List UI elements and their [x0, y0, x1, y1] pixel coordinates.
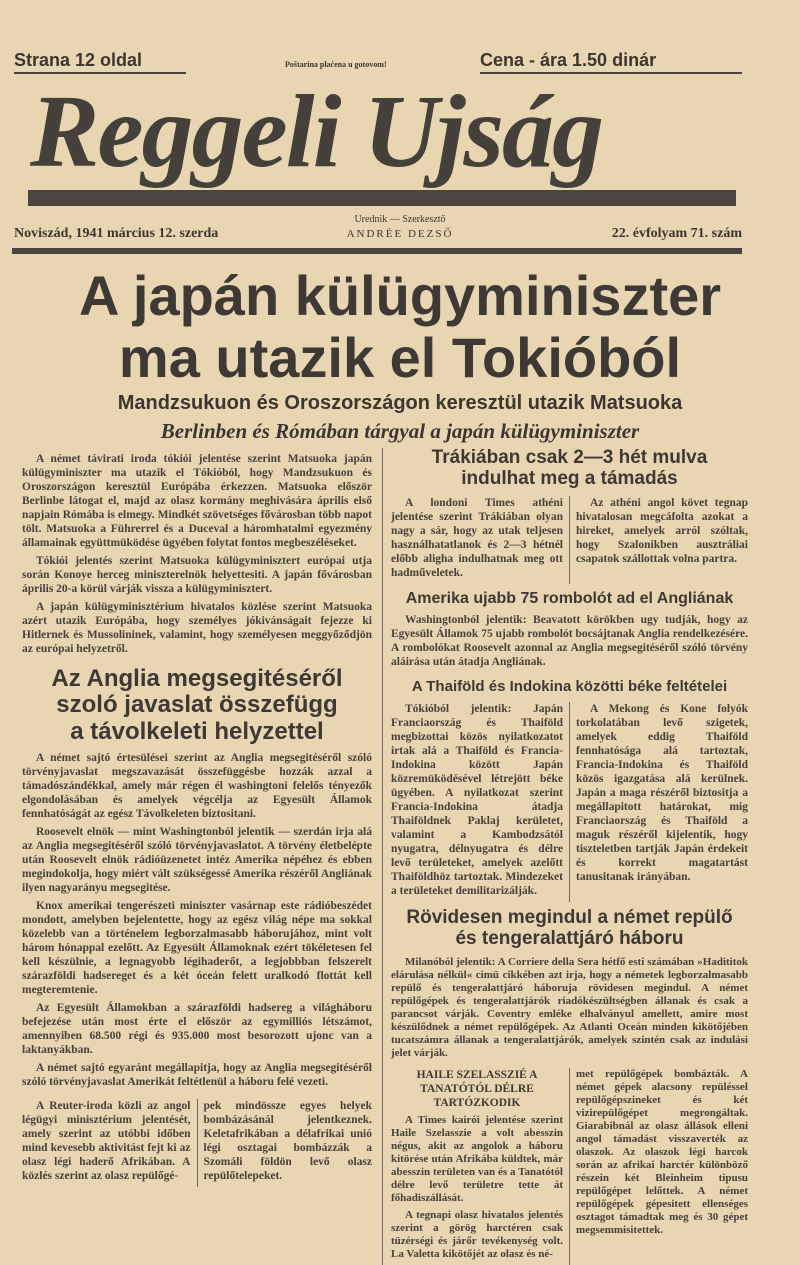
- trakia-headline: [391, 448, 748, 490]
- paragraph: Roosevelt elnök — mint Washingtonból jelentik — szerdán irja alá az Anglia megsegitéséről szóló törvényjavaslatot. A törvény életbelépte után Roosevelt elnök rádióüzenetet intéz Amerika népéhez és ebben megindokolja, hogy miért vált szükségessé Amerika részéről Angliának ilyen nagyarányu megsegitése.: [22, 826, 372, 895]
- paragraph: pek mindössze egyes helyek bombázásánál jelentkeznek. Keletafrikában a délafrikai unió légi osztagai bombázzák a Szomáli földön levő olasz repülőtelepeket.: [203, 1100, 372, 1183]
- paragraph: A japán külügyminisztérium hivatalos közlése szerint Matsuoka azért utazik Európába, hogy személyes jókivánságait fejezze ki Hitlernek és Mussolininek, valamint, hogy személyesen meggyőződjön az európai helyzetről.: [22, 601, 372, 655]
- thaifold-article: [391, 702, 748, 902]
- paragraph: Milanóból jelentik: A Corriere della Sera hétfő esti számában »Hadititok elárulása nélkül« cimü cikkében azt irja, hogy a németek legborzalmasabb repülő és tengeralattjáró háboruja rövidesen megindul. A német repülőgépek és tengeralattjárók riadókészültségben állanak és csak a parancsot várják. Coventry emléke elhalványul amellett, amire most készülődnek a német repülőgépek. Az Atlanti Oceán minden kikötőjében tucatszámra állanak a tengeralattjárók, amelyek szintén csak az indulási jelet várják.: [391, 955, 748, 1059]
- right-column: [382, 448, 748, 1265]
- thaifold-col-2: [569, 702, 748, 902]
- haile-col-1: [391, 1068, 563, 1265]
- headline-line: indulhat meg a támadás: [461, 467, 678, 489]
- haile-article: [391, 1068, 748, 1265]
- issue-number: 22. évfolyam 71. szám: [611, 226, 742, 241]
- paragraph: A Reuter-iroda közli az angol légügyi minisztérium jelentését, amely szerint az utóbbi időben mind kevesebb aktivitást fejt ki az olasz légi haderő Afrikában. A közlés szerint az olasz repülőgé-: [22, 1100, 191, 1183]
- dateline: Noviszád, 1941 március 12. szerda: [14, 226, 219, 241]
- lead-subhead-italic: Berlinben és Rómában tárgyal a japán külügyminiszter: [160, 419, 640, 443]
- paragraph: Az athéni angol követ tegnap hivatalosan megcáfolta azokat a hireket, amelyek arról szóltak, hogy Szalonikben ausztráliai csapatok szállottak volna partra.: [576, 496, 748, 565]
- paragraph: Az Egyesült Államokban a szárazföldi hadsereg a világháboru befejezése után most érte el először az egymilliós létszámot, amennyiben 68.500 régi és 935.000 most besorozott ujonc van a laktanyákban.: [22, 1002, 372, 1057]
- headline-line: Az Anglia megsegitéséről: [51, 665, 343, 692]
- paragraph: Tókiói jelentés szerint Matsuoka külügyminisztert európai utja során Konoye herceg miniszterelnök helyettesiti. A japán fővárosban április 20-a körül várják vissza a külügyminisztert.: [22, 555, 372, 595]
- paragraph: Tókióból jelentik: Japán Franciaország és Thaiföld megbizottai közös nyilatkozatot irtak alá a Thaiföld és Francia-Indokina között Japán közremüködésével létrejött béke ügyében. A nyilatkozat szerint Francia-Indokina átadja Thaiföldnek Paklaj kerületet, valamint a Kambodzsától nyugatra, délnyugatra és délre levő területeket, amelyek azelőtt Thaiföldhöz tartoztak. Mindezeket a területeket demilitarizálják.: [391, 702, 563, 897]
- lead-article-body: [22, 452, 372, 660]
- headline-line: Rövidesen megindul a német repülő: [406, 906, 733, 928]
- haile-col-2: [569, 1068, 748, 1265]
- paragraph: A tegnapi olasz hivatalos jelentés szerint a görög harctéren csak tüzérségi és járőr tevékenység volt. La Valetta kikötőjét az olasz és né-: [391, 1208, 563, 1260]
- trakia-article: [391, 496, 748, 584]
- paragraph: A Times kairói jelentése szerint Haile Szelasszie a volt abesszin négus, akit az angolok a háboru kitörése után Afrikába küldtek, már abesszin területen van és a Tanatótól délre levő területre tette át főhadiszállását.: [391, 1113, 563, 1204]
- amerika-body: [391, 613, 748, 673]
- postage-note: Poštarina plaćena u gotovom!: [285, 60, 387, 69]
- lead-headline: ma utazik el Tokióból: [118, 326, 682, 389]
- anglia-article-body: [22, 751, 372, 1093]
- reuter-col-2: [197, 1099, 373, 1187]
- page-count: Strana 12 oldal: [14, 50, 143, 70]
- trakia-col-2: [569, 496, 748, 584]
- lead-subhead: Mandzsukuon és Oroszországon keresztül utazik Matsuoka: [117, 392, 683, 414]
- paragraph: Washingtonból jelentik: Beavatott körökben ugy tudják, hogy az Egyesült Államok 75 ujabb rombolót bocsájtanak Anglia rendelkezésére. A rombolókat Roosevelt azonnal az Anglia megsegitéséről szóló törvény aláirása után átadja Angliának.: [391, 614, 748, 669]
- headline-line: Trákiában csak 2—3 hét mulva: [431, 447, 708, 468]
- headline-line: szoló javaslat összefügg: [56, 691, 338, 719]
- editor-label: Urednik — Szerkesztő: [354, 214, 446, 225]
- paragraph: A német távirati iroda tókiói jelentése szerint Matsuoka japán külügyminiszter ma utazik el Tókióból, hogy Mandzsukuon és Oroszországon keresztül Európába érkezzen. Matsuoka először Berlinbe látogat el, majd az olasz kormány meghivására április első napjain Rómába is elmegy. Mindkét szövetséges fővárosban több napot tölt. Matsuoka a Führerrel és a Duceval a háromhatalmi egyezmény államainak együttmüködése ügyében folytat fontos megbeszéléseket.: [22, 453, 372, 549]
- paragraph: A Mekong és Kone folyók torkolatában levő szigetek, amelyek eddig Thaiföld fennhatósága alá tartoztak, Francia-Indokina és Thaiföld közös igazgatása alá kerülnek. Japán a maga részéről biztositja a megállapitott határokat, mig Franciaország és Thaiföld a maguk részéről kijelentik, hogy tiszteletben tartják Japán érdekeit és korrekt magatartást tanusitanak irányában.: [576, 702, 748, 883]
- headline-line: és tengeralattjáró háboru: [455, 927, 684, 949]
- thaifold-col-1: [391, 702, 563, 902]
- headline-line: a távolkeleti helyzettel: [70, 717, 324, 745]
- paragraph: A londoni Times athéni jelentése szerint Trákiában olyan nagy a sár, hogy az utak teljesen használhatatlanok és 2—3 hétnél előbb aligha indulhatnak meg ott hadműveletek.: [391, 496, 563, 579]
- thaifold-headline: A Thaiföld és Indokina közötti béke feltételei: [411, 678, 728, 696]
- repulo-headline: [391, 908, 748, 950]
- masthead-logo: Reggeli Ujság: [30, 74, 602, 189]
- left-column: [22, 452, 372, 1187]
- price: Cena - ára 1.50 dinár: [480, 50, 657, 70]
- reuter-col-1: [22, 1099, 191, 1187]
- repulo-body: [391, 956, 748, 1064]
- trakia-col-1: [391, 496, 563, 584]
- anglia-headline: [22, 666, 372, 745]
- paragraph: A német sajtó értesülései szerint az Anglia megsegitéséről szóló törvényjavaslat megszavazását összefüggésbe hozzák azzal a támadószándékkal, amely már régen él washingtoni felelős tényezők elgondolásában és amelyek végcélja az Egyesült Államok fennhatóságát az egész Távolkeleten biztositani.: [22, 752, 372, 821]
- masthead-bar: [28, 190, 736, 206]
- paragraph: Knox amerikai tengerészeti miniszter vasárnap este rádióbeszédet mondott, amelyben bejelentette, hogy az egész világ népe ma sokkal közelebb van a történelem legborzalmasabb háborujához, mint volt három hónappal ezelőtt. Az Egyesült Államoknak ezért tökéletesen fel kell készülnie, a legnagyobb légihaderőt, a legjobbban felszerelt szárazföldi hadsereget és a két óceán felett uralkodó flottát kell megteremtenie.: [22, 900, 372, 997]
- amerika-headline: Amerika ujabb 75 rombolót ad el Angliának: [405, 589, 734, 607]
- editor-name: ANDRÉE DEZSŐ: [346, 228, 454, 240]
- lead-headline: A japán külügyminiszter: [78, 264, 722, 327]
- reuter-article: [22, 1099, 372, 1187]
- paragraph: met repülőgépek bombázták. A német gépek alacsony repüléssel repülőgépszineket és két vizirepülőgépet megrongáltak. Giarabibnál az olasz állások elleni angol támadást visszaverték az olaszok. Az olaszok légi harcok során az afrikai harctér különböző részein két Bleinheim tipusu repülőgépet lelőttek. A német repülőgépek gépesitett ellenséges osztagot támadtak meg és 30 gépet megsemmisitettek.: [576, 1067, 748, 1236]
- divider: [12, 248, 742, 254]
- haile-headline: HAILE SZELASSZIÉ A TANATÓTÓL DÉLRE TARTÓZKODIK: [416, 1068, 538, 1109]
- paragraph: A német sajtó egyaránt megállapitja, hogy az Anglia megsegitéséről szóló törvényjavaslat Amerikát feltétlenül a háboru felé vezeti.: [22, 1062, 372, 1089]
